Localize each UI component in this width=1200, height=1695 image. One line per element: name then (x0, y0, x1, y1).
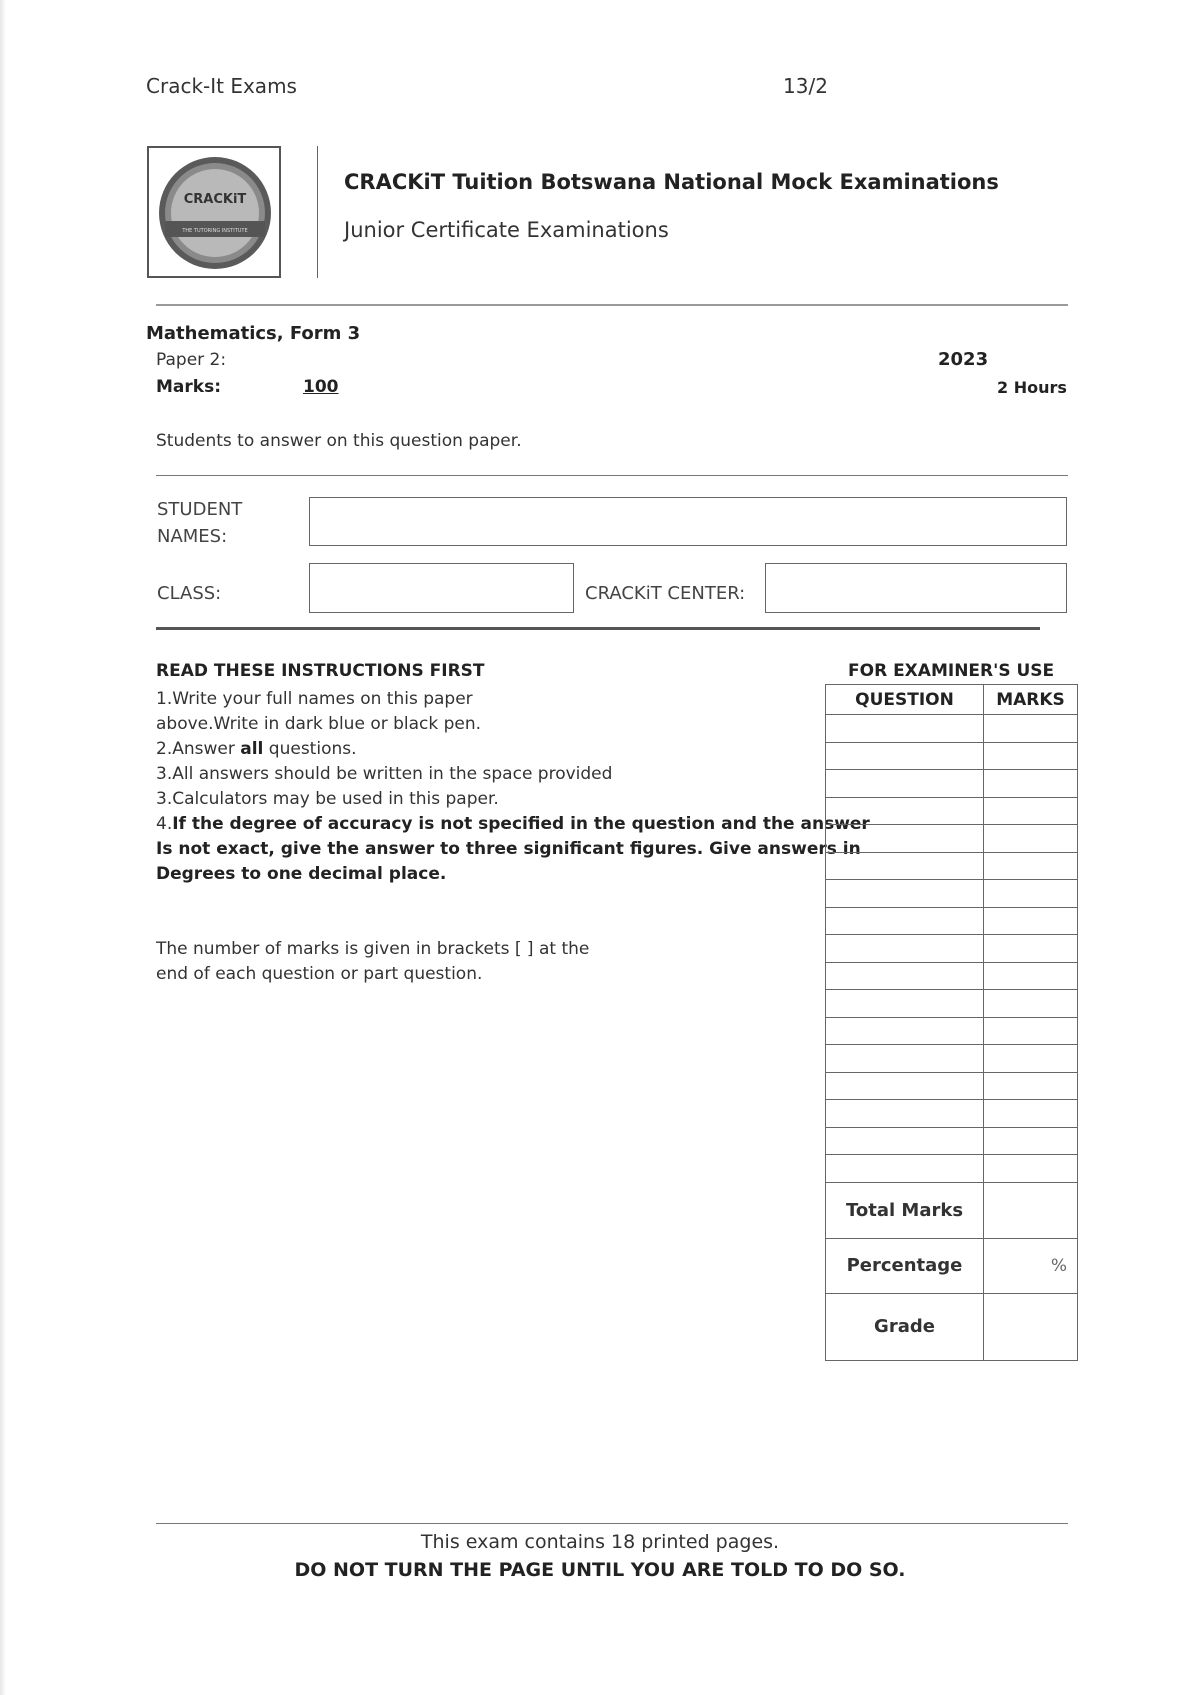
exam-title: CRACKiT Tuition Botswana National Mock Examinations (344, 170, 999, 194)
exam-year: 2023 (938, 349, 989, 370)
instruction-1a: 1.Write your full names on this paper (156, 689, 473, 709)
instructions-list (156, 687, 876, 887)
student-names-label (157, 496, 242, 550)
instruction-4b: Is not exact, give the answer to three significant figures. Give answers in (156, 839, 861, 859)
total-marks-label: Total Marks (826, 1182, 984, 1238)
publisher-header: Crack-It Exams (146, 74, 297, 98)
question-cell[interactable] (826, 962, 984, 990)
instruction-4c: Degrees to one decimal place. (156, 864, 447, 884)
marks-cell[interactable] (984, 1100, 1078, 1128)
marks-cell[interactable] (984, 990, 1078, 1018)
question-cell[interactable] (826, 1045, 984, 1073)
logo-text: CRACKiT (183, 192, 247, 207)
question-cell[interactable] (826, 1017, 984, 1045)
scan-edge (0, 0, 6, 1695)
examiner-row (826, 990, 1078, 1018)
col-marks: MARKS (984, 685, 1078, 715)
examiner-row (826, 935, 1078, 963)
total-marks-cell[interactable] (984, 1182, 1078, 1238)
marks-cell[interactable] (984, 935, 1078, 963)
marks-cell[interactable] (984, 962, 1078, 990)
examiner-row (826, 1127, 1078, 1155)
marks-cell[interactable] (984, 907, 1078, 935)
class-field[interactable] (309, 563, 574, 613)
marks-cell[interactable] (984, 1072, 1078, 1100)
divider-top (156, 304, 1068, 306)
do-not-turn-warning: DO NOT TURN THE PAGE UNTIL YOU ARE TOLD TO DO SO. (294, 1559, 906, 1581)
question-cell[interactable] (826, 715, 984, 743)
page-code: 13/2 (783, 74, 828, 98)
marks-cell[interactable] (984, 1017, 1078, 1045)
grade-label: Grade (826, 1293, 984, 1360)
col-question: QUESTION (826, 685, 984, 715)
student-names-label-line2: NAMES: (157, 526, 228, 547)
grade-row (826, 1293, 1078, 1360)
marks-value: 100 (303, 377, 339, 397)
instruction-1b: above.Write in dark blue or black pen. (156, 714, 482, 734)
center-label: CRACKiT CENTER: (585, 583, 746, 604)
question-cell[interactable] (826, 880, 984, 908)
marks-note-line1: The number of marks is given in brackets [ ] at the (156, 939, 590, 959)
paper-label: Paper 2: (156, 350, 227, 370)
examiner-row (826, 1045, 1078, 1073)
marks-cell[interactable] (984, 797, 1078, 825)
examiner-row (826, 907, 1078, 935)
marks-label: Marks: (156, 377, 221, 397)
question-cell[interactable] (826, 935, 984, 963)
examiner-row (826, 715, 1078, 743)
question-cell[interactable] (826, 742, 984, 770)
subject: Mathematics, Form 3 (146, 323, 361, 344)
examiner-rows (826, 715, 1078, 1183)
question-cell[interactable] (826, 907, 984, 935)
question-cell[interactable] (826, 825, 984, 853)
page-count-note: This exam contains 18 printed pages. (420, 1531, 780, 1553)
instruction-4a (156, 812, 876, 837)
center-field[interactable] (765, 563, 1067, 613)
crackit-logo (157, 155, 273, 271)
marks-cell[interactable] (984, 715, 1078, 743)
examiner-header-row (826, 685, 1078, 715)
marks-cell[interactable] (984, 770, 1078, 798)
marks-cell[interactable] (984, 742, 1078, 770)
marks-note-line2: end of each question or part question. (156, 964, 483, 984)
question-cell[interactable] (826, 852, 984, 880)
instruction-2-bold: all (240, 739, 264, 759)
marks-cell[interactable] (984, 880, 1078, 908)
divider-fields (156, 475, 1068, 476)
percentage-row (826, 1238, 1078, 1293)
exam-subtitle: Junior Certificate Examinations (344, 218, 669, 242)
question-cell[interactable] (826, 770, 984, 798)
examiner-row (826, 962, 1078, 990)
marks-cell[interactable] (984, 1127, 1078, 1155)
instruction-2-pre: 2.Answer (156, 739, 241, 759)
examiner-row (826, 797, 1078, 825)
question-cell[interactable] (826, 1127, 984, 1155)
percentage-label: Percentage (826, 1238, 984, 1293)
examiner-row (826, 1155, 1078, 1183)
question-cell[interactable] (826, 797, 984, 825)
header-divider (317, 146, 318, 278)
divider-instructions (156, 627, 1040, 630)
question-cell[interactable] (826, 1155, 984, 1183)
examiner-row (826, 852, 1078, 880)
examiner-row (826, 1017, 1078, 1045)
examiner-table (825, 684, 1078, 1361)
student-names-field[interactable] (309, 497, 1067, 546)
exam-duration: 2 Hours (997, 378, 1067, 397)
examiner-row (826, 1100, 1078, 1128)
examiner-heading: FOR EXAMINER'S USE (848, 661, 1055, 681)
instruction-4-number: 4. (156, 814, 173, 834)
marks-cell[interactable] (984, 1155, 1078, 1183)
marks-cell[interactable] (984, 852, 1078, 880)
logo-frame (147, 146, 281, 278)
examiner-row (826, 880, 1078, 908)
instruction-2 (156, 737, 876, 762)
question-cell[interactable] (826, 1100, 984, 1128)
total-marks-row (826, 1182, 1078, 1238)
divider-footer (156, 1523, 1068, 1524)
instruction-2-post: questions. (263, 739, 357, 759)
percentage-cell[interactable]: % (984, 1238, 1078, 1293)
logo-tagline: THE TUTORING INSTITUTE (182, 228, 248, 234)
examiner-row (826, 825, 1078, 853)
question-cell[interactable] (826, 1072, 984, 1100)
examiner-row (826, 742, 1078, 770)
marks-cell[interactable] (984, 825, 1078, 853)
examiner-row (826, 770, 1078, 798)
instruction-4a-text: If the degree of accuracy is not specified in the question and the answer (172, 814, 870, 834)
question-cell[interactable] (826, 990, 984, 1018)
marks-cell[interactable] (984, 1045, 1078, 1073)
instructions-heading: READ THESE INSTRUCTIONS FIRST (156, 661, 485, 681)
class-label: CLASS: (157, 583, 222, 604)
examiner-row (826, 1072, 1078, 1100)
grade-cell[interactable] (984, 1293, 1078, 1360)
student-names-label-line1: STUDENT (157, 499, 243, 520)
answer-note: Students to answer on this question paper. (156, 431, 522, 451)
marks-note (156, 937, 676, 987)
instruction-3b: 3.Calculators may be used in this paper. (156, 789, 499, 809)
instruction-3: 3.All answers should be written in the space provided (156, 764, 613, 784)
